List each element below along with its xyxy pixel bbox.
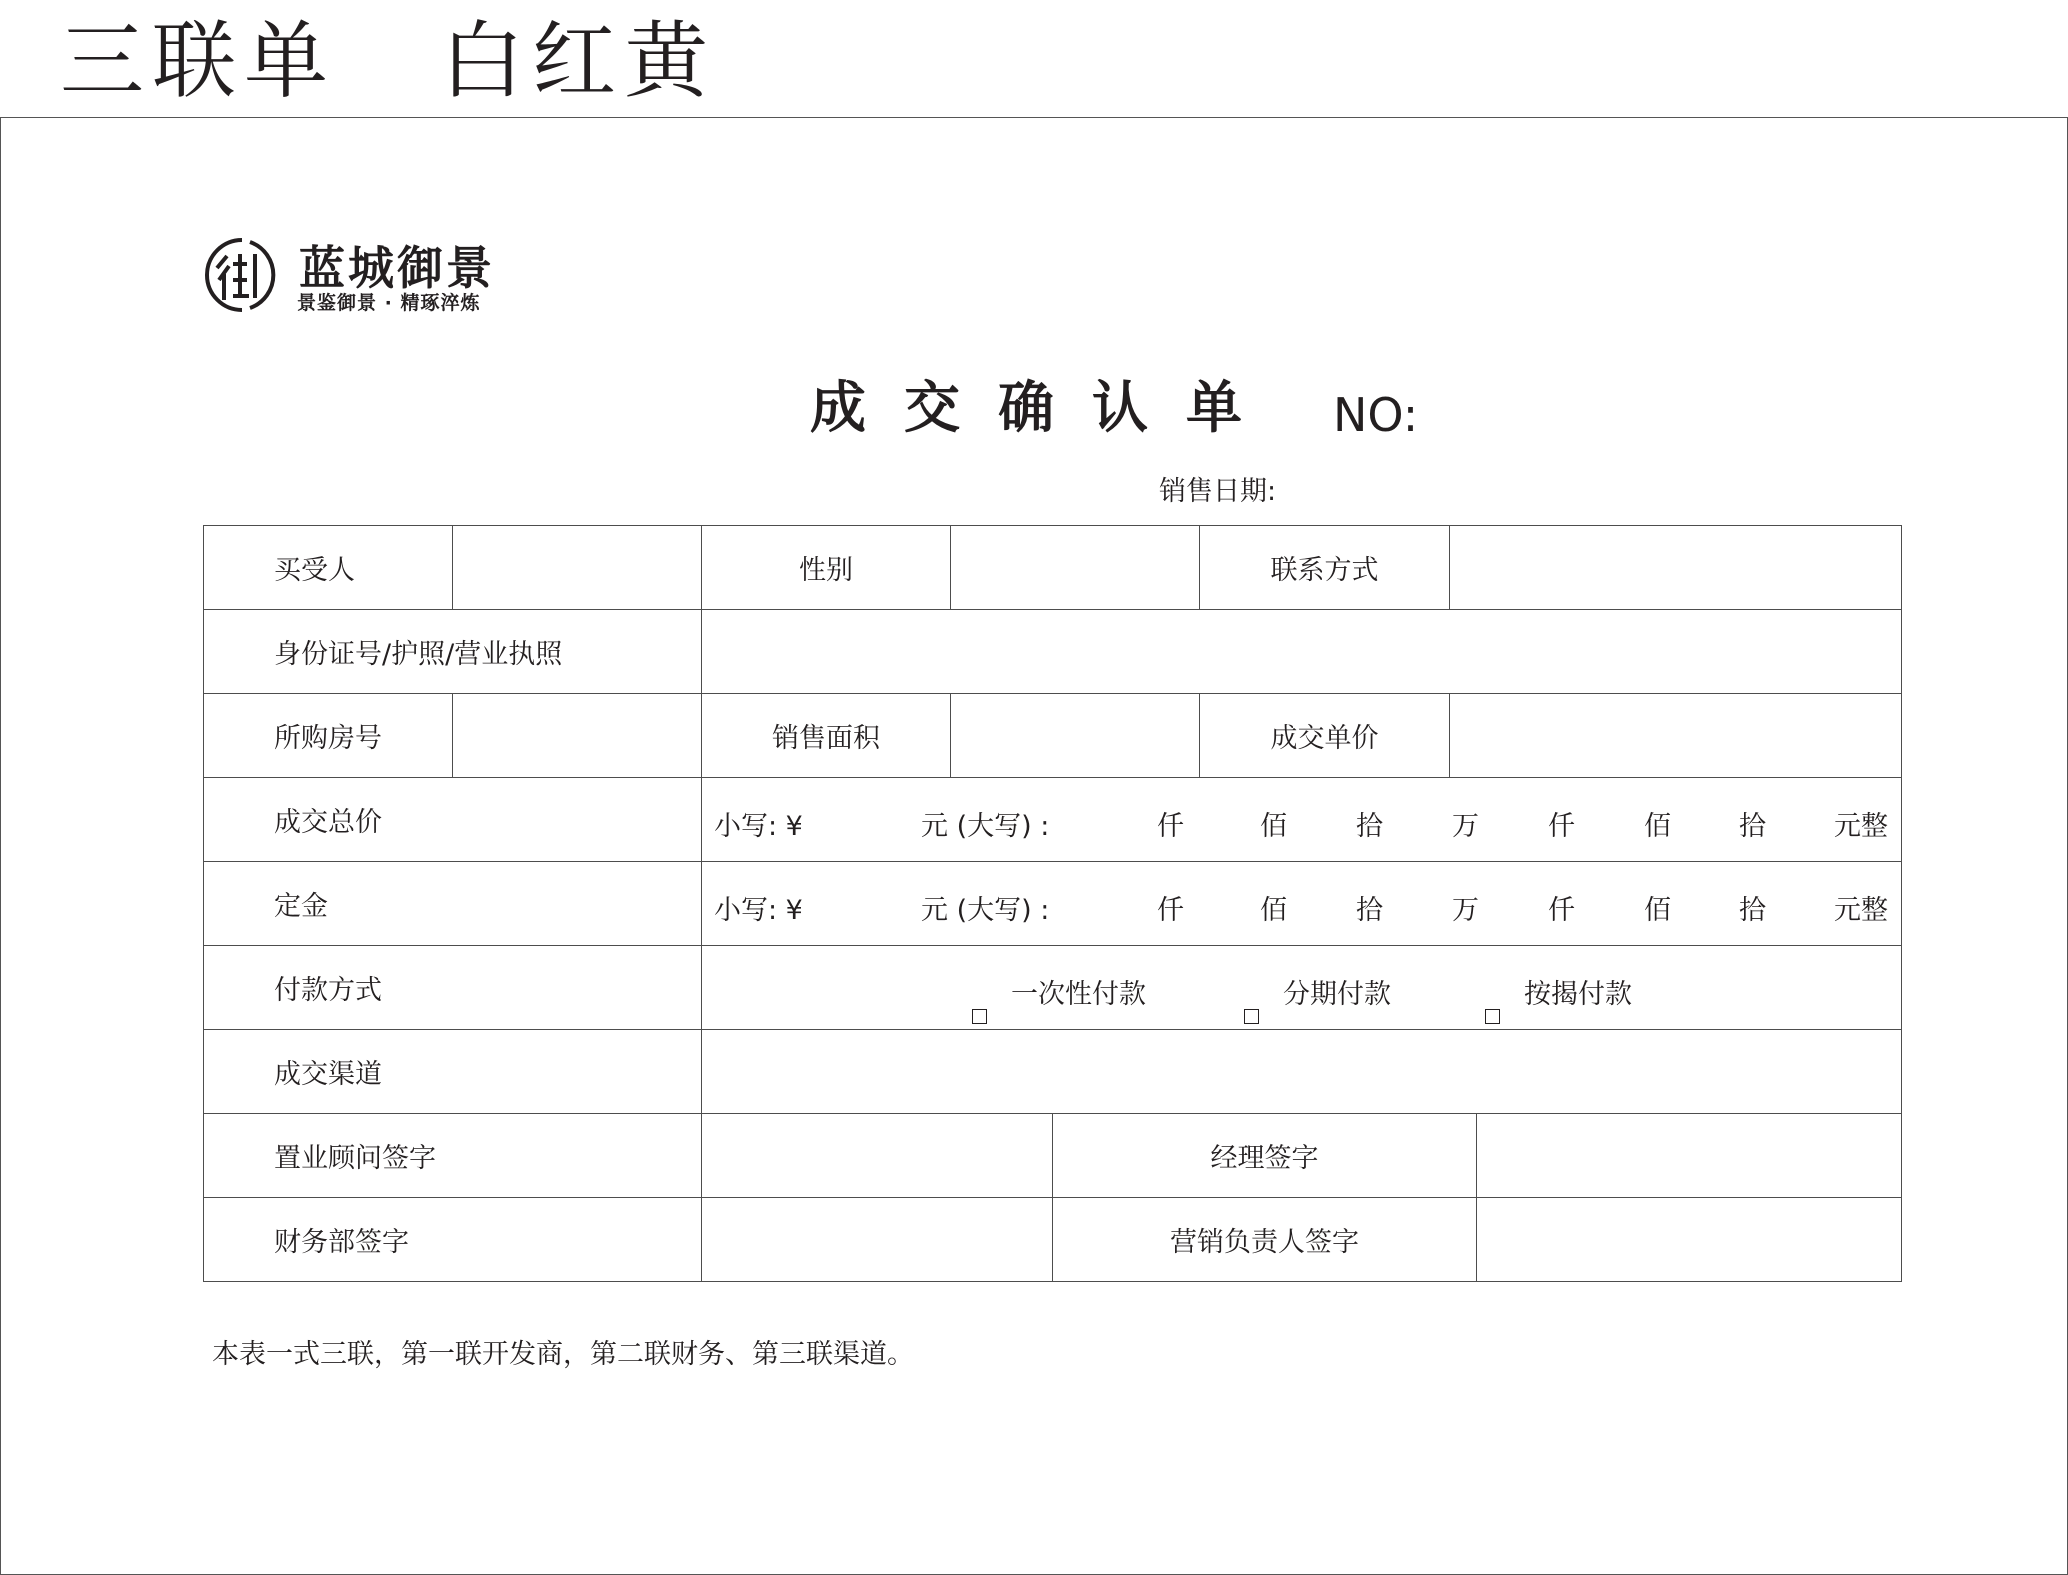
unit-bai: 佰 — [1644, 895, 1671, 926]
consultant-signature-field[interactable] — [702, 1114, 1053, 1198]
unit-bai: 佰 — [1644, 811, 1671, 842]
table-row — [204, 778, 1902, 862]
manager-signature-field[interactable] — [1477, 1114, 1902, 1198]
total-price-label: 成交总价 — [204, 778, 702, 862]
unit-shi: 拾 — [1356, 895, 1383, 926]
marketing-signature-label: 营销负责人签字 — [1053, 1198, 1477, 1282]
room-number-field[interactable] — [453, 694, 702, 778]
unit-shi: 拾 — [1739, 895, 1766, 926]
contact-field[interactable] — [1450, 526, 1902, 610]
gender-field[interactable] — [951, 526, 1200, 610]
sales-date-label: 销售日期: — [1159, 476, 1277, 507]
total-price-field[interactable] — [702, 778, 1902, 862]
buyer-label: 买受人 — [204, 526, 453, 610]
unit-price-field[interactable] — [1450, 694, 1902, 778]
lump-sum-checkbox[interactable] — [972, 1009, 987, 1024]
unit-wan: 万 — [1452, 811, 1479, 842]
table-row — [204, 1114, 1902, 1198]
id-document-field[interactable] — [702, 610, 1902, 694]
unit-bai: 佰 — [1260, 811, 1287, 842]
form-title: 成交确认单 — [810, 376, 1280, 441]
brand-logo — [203, 236, 543, 316]
payment-method-label: 付款方式 — [204, 946, 702, 1030]
upper-amount-label: 元 (大写) : — [921, 811, 1050, 842]
consultant-signature-label: 置业顾问签字 — [204, 1114, 702, 1198]
channel-label: 成交渠道 — [204, 1030, 702, 1114]
unit-wan: 万 — [1452, 895, 1479, 926]
copies-footnote: 本表一式三联，第一联开发商，第二联财务、第三联渠道。 — [212, 1339, 914, 1370]
deposit-label: 定金 — [204, 862, 702, 946]
unit-qian: 仟 — [1548, 895, 1575, 926]
unit-qian: 仟 — [1157, 895, 1184, 926]
buyer-field[interactable] — [453, 526, 702, 610]
table-row — [204, 694, 1902, 778]
gender-label: 性别 — [702, 526, 951, 610]
unit-price-label: 成交单价 — [1200, 694, 1450, 778]
brand-name: 蓝城御景 — [299, 241, 495, 295]
room-number-label: 所购房号 — [204, 694, 453, 778]
unit-shi: 拾 — [1739, 811, 1766, 842]
unit-qian: 仟 — [1157, 811, 1184, 842]
payment-method-field — [702, 946, 1902, 1030]
mortgage-option: 按揭付款 — [1524, 979, 1632, 1010]
deposit-field[interactable] — [702, 862, 1902, 946]
finance-signature-field[interactable] — [702, 1198, 1053, 1282]
manager-signature-label: 经理签字 — [1053, 1114, 1477, 1198]
table-row — [204, 1030, 1902, 1114]
marketing-signature-field[interactable] — [1477, 1198, 1902, 1282]
upper-amount-label: 元 (大写) : — [921, 895, 1050, 926]
lower-amount-label: 小写: ¥ — [714, 895, 803, 926]
unit-qian: 仟 — [1548, 811, 1575, 842]
finance-signature-label: 财务部签字 — [204, 1198, 702, 1282]
copy-note: 三联单 白红黄 — [60, 12, 717, 110]
table-row — [204, 946, 1902, 1030]
unit-bai: 佰 — [1260, 895, 1287, 926]
lump-sum-option: 一次性付款 — [1011, 979, 1146, 1010]
brand-emblem-icon — [203, 236, 281, 314]
channel-field[interactable] — [702, 1030, 1902, 1114]
lower-amount-label: 小写: ¥ — [714, 811, 803, 842]
unit-shi: 拾 — [1356, 811, 1383, 842]
sales-area-label: 销售面积 — [702, 694, 951, 778]
unit-yuan-zheng: 元整 — [1834, 811, 1888, 842]
installment-option: 分期付款 — [1283, 979, 1391, 1010]
form-number-label: NO: — [1333, 388, 1419, 442]
table-row — [204, 862, 1902, 946]
mortgage-checkbox[interactable] — [1485, 1009, 1500, 1024]
contact-label: 联系方式 — [1200, 526, 1450, 610]
table-row — [204, 610, 1902, 694]
sales-area-field[interactable] — [951, 694, 1200, 778]
table-row — [204, 526, 1902, 610]
installment-checkbox[interactable] — [1244, 1009, 1259, 1024]
brand-slogan: 景鉴御景 · 精琢淬炼 — [297, 292, 481, 314]
confirmation-table — [203, 525, 1902, 1282]
id-document-label: 身份证号/护照/营业执照 — [204, 610, 702, 694]
table-row — [204, 1198, 1902, 1282]
unit-yuan-zheng: 元整 — [1834, 895, 1888, 926]
